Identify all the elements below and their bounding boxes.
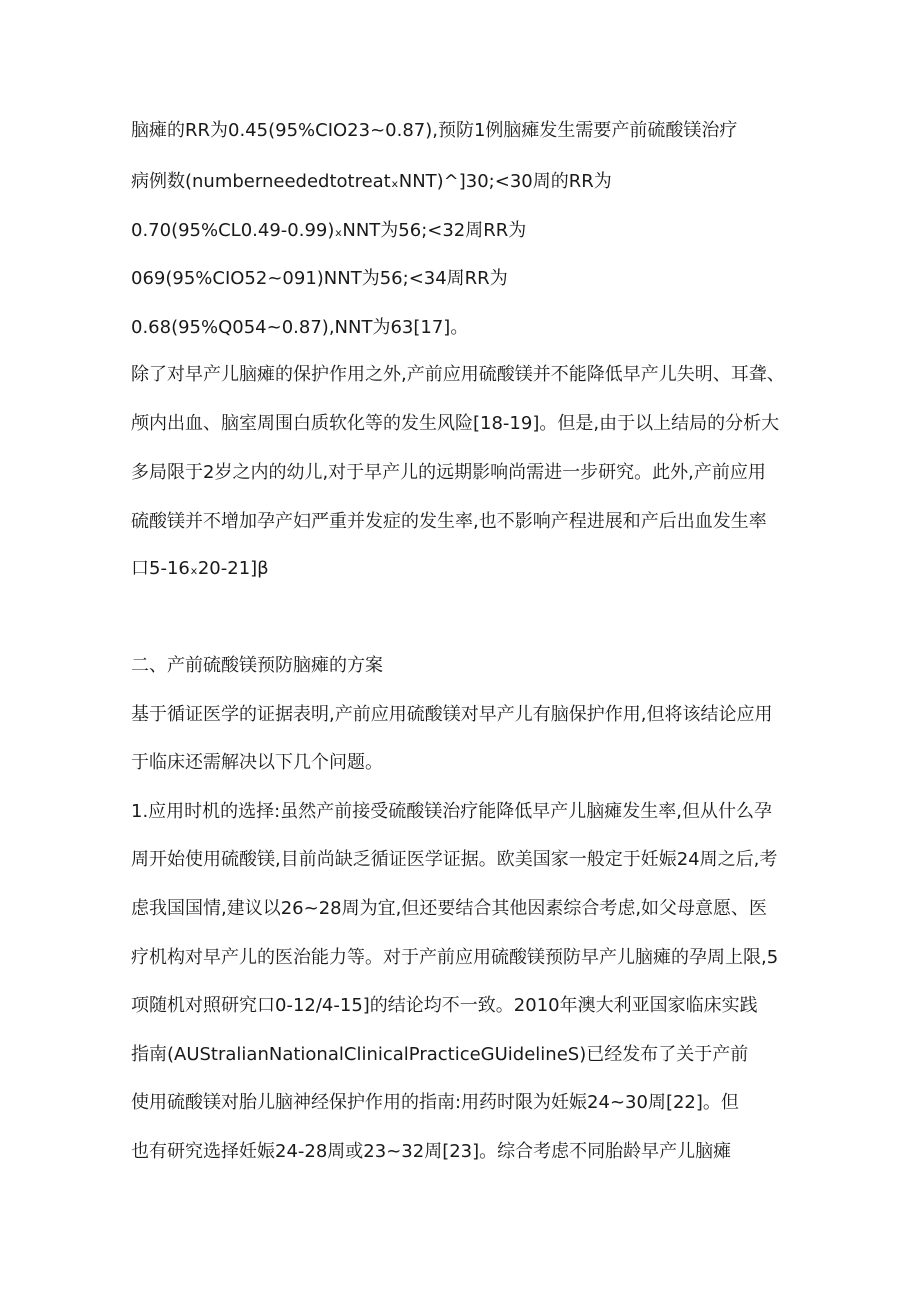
text-line: 0.68(95%Q054~0.87),NNT为63[17]。 xyxy=(131,317,469,338)
paragraph-line: 项随机对照研究口0-12/4-15]的结论均不一致。2010年澳大利亚国家临床实践 xyxy=(131,995,758,1016)
text-line: 病例数(numberneededtotreatₓNNT)^]30;<30周的RR为 xyxy=(131,171,612,192)
paragraph-line: 1.应用时机的选择:虽然产前接受硫酸镁治疗能降低早产儿脑瘫发生率,但从什么孕 xyxy=(131,801,772,822)
text-line: 脑瘫的RR为0.45(95%CIO23~0.87),预防1例脑瘫发生需要产前硫酸镁治疗 xyxy=(131,120,738,141)
paragraph-line: 硫酸镁并不增加孕产妇严重并发症的发生率,也不影响产程进展和产后出血发生率 xyxy=(131,511,767,532)
paragraph-line: 也有研究选择妊娠24-28周或23~32周[23]。综合考虑不同胎龄早产儿脑瘫 xyxy=(131,1141,732,1162)
paragraph-line: 周开始使用硫酸镁,目前尚缺乏循证医学证据。欧美国家一般定于妊娠24周之后,考 xyxy=(131,849,778,870)
paragraph-line: 于临床还需解决以下几个问题。 xyxy=(131,752,383,773)
paragraph-line: 指南(AUStralianNationalClinicalPracticeGUidelineS)已经发布了关于产前 xyxy=(131,1044,749,1065)
paragraph-line: 疗机构对早产儿的医治能力等。对于产前应用硫酸镁预防早产儿脑瘫的孕周上限,5 xyxy=(131,947,779,968)
paragraph-line: 多局限于2岁之内的幼儿,对于早产儿的远期影响尚需进一步研究。此外,产前应用 xyxy=(131,462,766,483)
paragraph-line: 使用硫酸镁对胎儿脑神经保护作用的指南:用药时限为妊娠24~30周[22]。但 xyxy=(131,1092,739,1113)
paragraph-line: 虑我国国情,建议以26~28周为宜,但还要结合其他因素综合考虑,如父母意愿、医 xyxy=(131,898,768,919)
paragraph-line: 颅内出血、脑室周围白质软化等的发生风险[18-19]。但是,由于以上结局的分析大 xyxy=(131,413,780,434)
section-heading: 二、产前硫酸镁预防脑瘫的方案 xyxy=(131,655,383,676)
text-line: 069(95%CIO52~091)NNT为56;<34周RR为 xyxy=(131,268,508,289)
paragraph-line: 除了对早产儿脑瘫的保护作用之外,产前应用硫酸镁并不能降低早产儿失明、耳聋、 xyxy=(131,364,785,385)
paragraph-line: 基于循证医学的证据表明,产前应用硫酸镁对早产儿有脑保护作用,但将该结论应用 xyxy=(131,704,773,725)
paragraph-line: 口5-16ₓ20-21]β xyxy=(131,558,269,579)
text-line: 0.70(95%CL0.49-0.99)ₓNNT为56;<32周RR为 xyxy=(131,220,527,241)
